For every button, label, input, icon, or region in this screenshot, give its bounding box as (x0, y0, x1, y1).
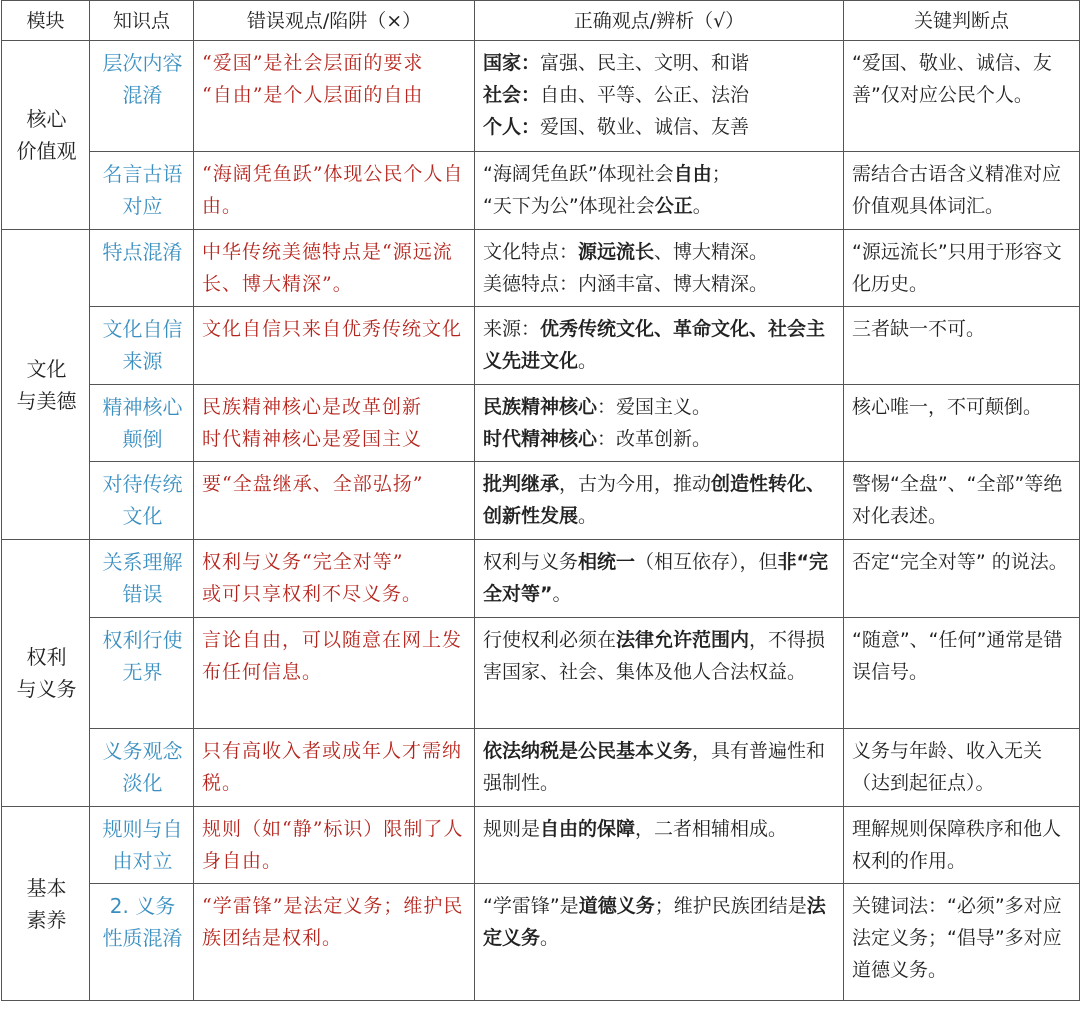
knowledge-point-cell-line: 2. 义务 (109, 894, 176, 918)
knowledge-point-cell (90, 152, 194, 230)
key-point-cell: 核心唯一，不可颠倒。 (844, 385, 1080, 462)
knowledge-point-cell (90, 385, 194, 462)
emphasis-text: 社会： (483, 84, 541, 106)
plain-text: 行使权利必须在 (483, 629, 617, 651)
plain-text: ；维护民族团结是 (654, 895, 807, 917)
correct-view-cell (475, 884, 844, 1001)
knowledge-point-cell (90, 307, 194, 385)
knowledge-point-cell-line: 名言古语 (102, 162, 183, 186)
plain-text: ：改革创新。 (597, 428, 712, 450)
correct-view-line (483, 268, 837, 300)
wrong-view-cell-line: “海阔凭鱼跃”体现公民个人自由。 (202, 163, 464, 217)
plain-text: 来源： (483, 318, 541, 340)
emphasis-text: 个人： (483, 116, 541, 138)
table-row (2, 618, 1080, 729)
knowledge-point-cell-line: 对待传统 (102, 472, 183, 496)
wrong-view-cell (194, 884, 475, 1001)
correct-view-line (483, 890, 837, 954)
knowledge-point-cell (90, 41, 194, 152)
module-cell (2, 807, 90, 1001)
correct-view-line (483, 236, 837, 268)
knowledge-point-cell-line: 义务观念 (102, 739, 183, 763)
plain-text: 。 (578, 350, 598, 372)
emphasis-text: 依法纳税是公民基本义务 (483, 740, 693, 762)
key-point-cell: “爱国、敬业、诚信、友善”仅对应公民个人。 (844, 41, 1080, 152)
table-row (2, 884, 1080, 1001)
emphasis-text: 批判继承 (483, 473, 560, 495)
knowledge-point-cell-line: 对应 (122, 194, 163, 218)
plain-text: 。 (540, 927, 560, 949)
wrong-view-cell (194, 41, 475, 152)
correct-view-cell (475, 307, 844, 385)
emphasis-text: 公正 (654, 195, 693, 217)
plain-text: ； (711, 163, 731, 185)
module-cell-line: 与义务 (16, 677, 77, 701)
plain-text: 自由、平等、公正、法治 (540, 84, 750, 106)
wrong-view-cell (194, 618, 475, 729)
correct-view-cell (475, 385, 844, 462)
emphasis-text: 国家： (483, 52, 541, 74)
correct-view-cell (475, 152, 844, 230)
wrong-view-cell (194, 230, 475, 307)
wrong-view-cell-line: 民族精神核心是改革创新 (202, 396, 423, 418)
wrong-view-cell-line: 权利与义务“完全对等” (202, 551, 404, 573)
correct-view-cell (475, 618, 844, 729)
knowledge-point-cell-line: 错误 (122, 582, 163, 606)
emphasis-text: 自由的保障 (540, 818, 636, 840)
key-point-cell: 否定“完全对等” 的说法。 (844, 540, 1080, 618)
knowledge-point-cell (90, 729, 194, 807)
emphasis-text: 自由 (673, 163, 712, 185)
correct-view-line (483, 624, 837, 688)
plain-text: ：爱国主义。 (597, 396, 712, 418)
correct-view-line (483, 813, 837, 845)
knowledge-point-cell-line: 关系理解 (102, 550, 183, 574)
plain-text: 。 (578, 505, 598, 527)
table-row (2, 230, 1080, 307)
wrong-view-cell (194, 729, 475, 807)
wrong-view-cell-line: 言论自由，可以随意在网上发布任何信息。 (202, 629, 463, 683)
knowledge-point-cell-line: 层次内容 (102, 51, 183, 75)
knowledge-point-cell (90, 618, 194, 729)
module-cell-line: 文化 (26, 356, 67, 381)
knowledge-point-cell-line: 权利行使 (102, 628, 183, 652)
header-module: 模块 (2, 1, 90, 41)
wrong-view-cell-line: 规则（如“静”标识）限制了人身自由。 (202, 818, 464, 872)
correct-view-line (483, 546, 837, 610)
wrong-view-cell-line: 时代精神核心是爱国主义 (202, 428, 423, 450)
module-cell-line: 基本 (26, 875, 67, 900)
plain-text: “学雷锋”是 (483, 895, 579, 917)
knowledge-point-cell (90, 462, 194, 540)
correct-view-cell (475, 41, 844, 152)
plain-text: 文化特点： (483, 241, 579, 263)
wrong-view-cell-line: 要“全盘继承、全部弘扬” (202, 473, 424, 495)
plain-text: 、博大精深。 (654, 241, 769, 263)
correct-view-line (483, 111, 837, 143)
knowledge-table (1, 0, 1080, 1001)
wrong-view-cell-line: 中华传统美德特点是“源远流长、博大精深”。 (202, 241, 453, 295)
knowledge-point-cell-line: 颠倒 (122, 427, 163, 451)
emphasis-text: 优秀传统文化、革命文化、社会主义先进文化 (483, 318, 826, 372)
emphasis-text: 法定义务 (483, 895, 826, 949)
plain-text: 权利与义务 (483, 551, 579, 573)
plain-text: 美德特点：内涵丰富、博大精深。 (483, 273, 769, 295)
emphasis-text: 法律允许范围内 (616, 629, 750, 651)
correct-view-line (483, 391, 837, 423)
table-row (2, 807, 1080, 884)
key-point-cell: 关键词法：“必须”多对应法定义务；“倡导”多对应道德义务。 (844, 884, 1080, 1001)
key-point-cell: 警惕“全盘”、“全部”等绝对化表述。 (844, 462, 1080, 540)
module-cell-line: 权利 (26, 645, 67, 669)
key-point-cell: “源远流长”只用于形容文化历史。 (844, 230, 1080, 307)
plain-text: ，古为今用，推动 (559, 473, 712, 495)
plain-text: ，不得损害国家、社会、集体及他人合法权益。 (483, 629, 826, 683)
knowledge-point-cell-line: 由对立 (112, 849, 173, 873)
module-cell-line: 核心 (26, 107, 67, 131)
wrong-view-cell-line: 只有高收入者或成年人才需纳税。 (202, 740, 463, 794)
module-cell (2, 41, 90, 230)
knowledge-point-cell-line: 混淆 (122, 83, 163, 107)
plain-text: ，二者相辅相成。 (635, 818, 788, 840)
emphasis-text: 源远流长 (578, 241, 655, 263)
plain-text: 规则是 (483, 818, 541, 840)
correct-view-line (483, 468, 837, 532)
knowledge-point-cell (90, 540, 194, 618)
knowledge-point-cell-line: 性质混淆 (102, 926, 183, 950)
knowledge-point-cell-line: 无界 (122, 660, 163, 684)
correct-view-cell (475, 462, 844, 540)
correct-view-line (483, 79, 837, 111)
table-row (2, 41, 1080, 152)
header-row (2, 1, 1080, 41)
correct-view-cell (475, 807, 844, 884)
correct-view-line (483, 158, 837, 190)
emphasis-text: 时代精神核心 (483, 428, 598, 450)
plain-text: 爱国、敬业、诚信、友善 (540, 116, 750, 138)
table-row (2, 307, 1080, 385)
wrong-view-cell-line: 或可只享权利不尽义务。 (202, 583, 423, 605)
plain-text: （相互依存），但 (635, 551, 778, 573)
wrong-view-cell (194, 462, 475, 540)
wrong-view-cell (194, 307, 475, 385)
key-point-cell: 三者缺一不可。 (844, 307, 1080, 385)
emphasis-text: 非“完全对等” (483, 551, 829, 605)
wrong-view-cell (194, 540, 475, 618)
module-cell-line: 素养 (26, 907, 67, 932)
module-cell-line: 价值观 (16, 139, 77, 163)
correct-view-line (483, 735, 837, 799)
knowledge-point-cell (90, 807, 194, 884)
header-right: 正确观点/辨析（√） (475, 1, 844, 41)
plain-text: “天下为公”体现社会 (483, 195, 655, 217)
module-cell-line: 与美德 (16, 388, 77, 413)
knowledge-point-cell-line: 文化自信 (102, 317, 183, 341)
wrong-view-cell-line: “学雷锋”是法定义务；维护民族团结是权利。 (202, 895, 464, 949)
correct-view-line (483, 423, 837, 455)
correct-view-line (483, 190, 837, 222)
emphasis-text: 民族精神核心 (483, 396, 598, 418)
table-body (2, 41, 1080, 1001)
emphasis-text: 相统一 (578, 551, 636, 573)
emphasis-text: 道德义务 (578, 895, 655, 917)
correct-view-cell (475, 540, 844, 618)
correct-view-line (483, 313, 837, 377)
key-point-cell: 理解规则保障秩序和他人权利的作用。 (844, 807, 1080, 884)
module-cell (2, 230, 90, 540)
wrong-view-cell-line: “爱国”是社会层面的要求 (202, 52, 424, 74)
table-row (2, 729, 1080, 807)
knowledge-point-cell-line: 文化 (122, 504, 163, 528)
table-row (2, 540, 1080, 618)
knowledge-point-cell-line: 来源 (122, 349, 163, 373)
knowledge-point-cell-line: 精神核心 (102, 395, 183, 419)
wrong-view-cell (194, 152, 475, 230)
module-cell (2, 540, 90, 807)
knowledge-point-cell (90, 230, 194, 307)
emphasis-text: 创造性转化、创新性发展 (483, 473, 826, 527)
knowledge-point-cell-line: 淡化 (122, 771, 163, 795)
header-wrong: 错误观点/陷阱（×） (194, 1, 475, 41)
header-key: 关键判断点 (844, 1, 1080, 41)
correct-view-cell (475, 729, 844, 807)
plain-text: “海阔凭鱼跃”体现社会 (483, 163, 674, 185)
table-row (2, 385, 1080, 462)
table-row (2, 152, 1080, 230)
knowledge-point-cell-line: 特点混淆 (102, 240, 183, 264)
plain-text: ，具有普遍性和强制性。 (483, 740, 826, 794)
key-point-cell: “随意”、“任何”通常是错误信号。 (844, 618, 1080, 729)
key-point-cell: 义务与年龄、收入无关（达到起征点）。 (844, 729, 1080, 807)
wrong-view-cell-line: 文化自信只来自优秀传统文化 (202, 318, 463, 340)
wrong-view-cell (194, 385, 475, 462)
wrong-view-cell-line: “自由”是个人层面的自由 (202, 84, 424, 106)
knowledge-point-cell (90, 884, 194, 1001)
key-point-cell: 需结合古语含义精准对应价值观具体词汇。 (844, 152, 1080, 230)
plain-text: 。 (692, 195, 712, 217)
plain-text: 富强、民主、文明、和谐 (540, 52, 750, 74)
knowledge-point-cell-line: 规则与自 (102, 817, 183, 841)
table-row (2, 462, 1080, 540)
plain-text: 。 (552, 583, 572, 605)
correct-view-cell (475, 230, 844, 307)
correct-view-line (483, 47, 837, 79)
header-point: 知识点 (90, 1, 194, 41)
wrong-view-cell (194, 807, 475, 884)
